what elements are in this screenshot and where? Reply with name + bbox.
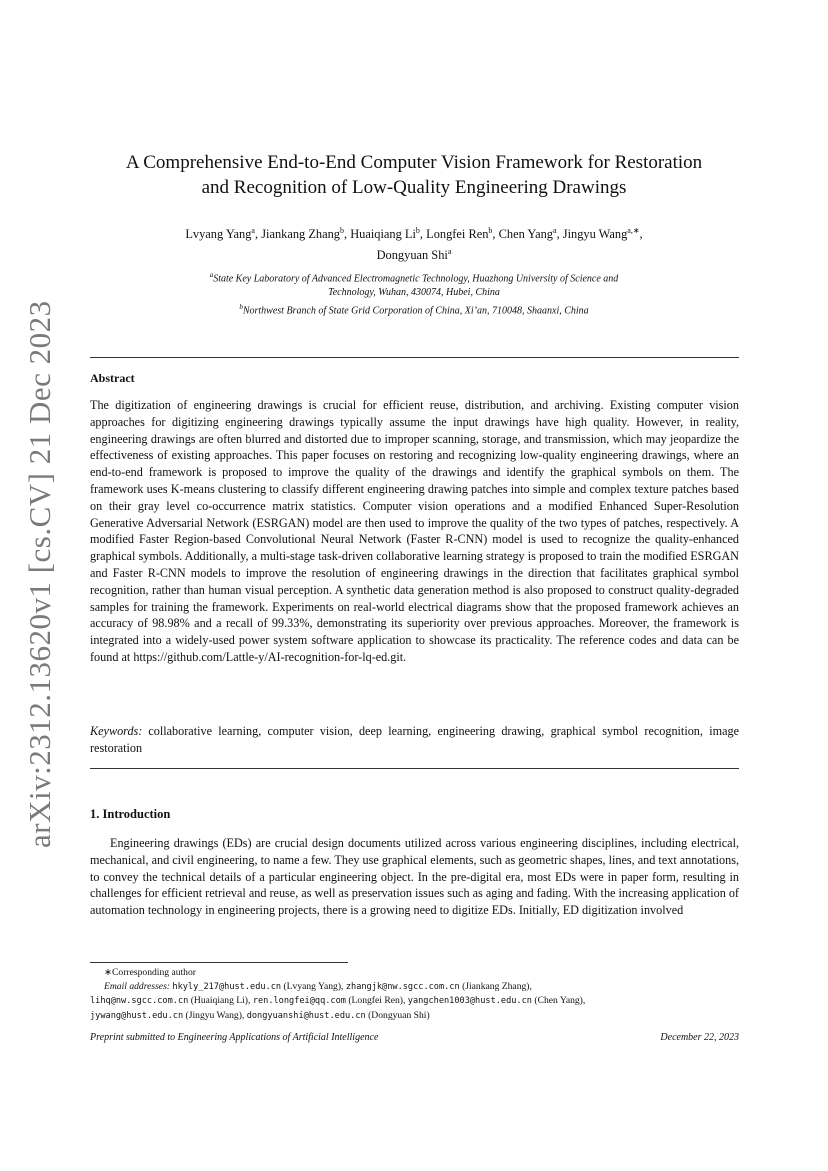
author-list: Lvyang Yang$^a$, Jiankang Zhang$^b$, Huaiqiang Li$^b$, Longfei Ren$^b$, Chen Yang$^a$, Jingyu Wang$^{a,∗}$, Dongyuan Shi$^a$ <box>185 226 643 263</box>
title-line-2: and Recognition of Low-Quality Engineering Drawings <box>201 177 627 198</box>
email-label: Email addresses: <box>104 980 170 992</box>
affiliation-a <box>90 268 738 286</box>
footnote-corresponding-author: ∗Corresponding author <box>104 967 196 978</box>
author-affil-mark: a <box>553 226 557 235</box>
email-owner: (Dongyuan Shi) <box>368 1009 430 1021</box>
footer-date: December 22, 2023 <box>660 1032 739 1043</box>
abstract-heading: Abstract <box>90 371 135 385</box>
author-affil-mark: b <box>339 226 344 235</box>
footnote-rule <box>90 962 348 963</box>
affiliation-b <box>90 300 738 318</box>
footer-preprint-note: Preprint submitted to Engineering Applications of Artificial Intelligence <box>90 1032 379 1043</box>
email-owner: (Longfei Ren), <box>348 995 406 1007</box>
footnote-emails-line-1 <box>90 980 739 995</box>
author-affil-mark: b <box>415 226 420 235</box>
introduction-text: Engineering drawings (EDs) are crucial design documents utilized across various engineering disciplines, including electrical, mechanical, and civil engineering, to name a few. They use graphical elements, such as geometric shapes, lines, and text annotations, to convey the technical details of a particular engineering object. In the pre-digital era, most EDs were in paper form, resulting in challenges for efficient retrieval and reuse, as well as preservation issues such as aging and fading. With the increasing application of automation technology in engineering projects, there is a growing need to digitize EDs. Initially, ED digitization involved <box>90 836 739 918</box>
affil-mark: b <box>239 303 243 312</box>
author-name: Jingyu Wang <box>562 227 628 242</box>
author-affil-mark: a <box>447 247 452 257</box>
email-owner: (Jingyu Wang), <box>185 1009 245 1021</box>
email-owner: (Lvyang Yang), <box>283 980 344 992</box>
email-address[interactable]: lihq@nw.sgcc.com.cn <box>90 996 189 1007</box>
author-name: Longfei Ren <box>426 227 489 242</box>
arxiv-identifier-stamp: arXiv:2312.13620v1 [cs.CV] 21 Dec 2023 <box>22 300 57 848</box>
email-owner: (Huaiqiang Li), <box>190 995 251 1007</box>
affiliation-a-cont: Technology, Wuhan, 430074, Hubei, China <box>328 287 500 299</box>
abstract-top-rule <box>90 357 739 358</box>
abstract-text: The digitization of engineering drawings is crucial for efficient reuse, distribution, and archiving. Existing computer vision approaches for digitizing engineering drawings typically assume the input drawings have high quality. However, in reality, engineering drawings are often blurred and distorted due to improper scanning, storage, and transmission, which may jeopardize the effectiveness of existing approaches. This paper focuses on restoring and recognizing low-quality engineering drawings, where an end-to-end framework is proposed to improve the quality of the drawings and identify the graphical symbols on them. The framework uses K-means clustering to classify different engineering drawing patches into simple and complex texture patches based on their gray level co-occurrence matrix statistics. Computer vision operations and a modified Enhanced Super-Resolution Generative Adversarial Network (ESRGAN) model are then used to improve the quality of the two types of patches, respectively. A modified Faster Region-based Convolutional Neural Network (Faster R-CNN) model is used to recognize the quality-enhanced graphical symbols. Additionally, a multi-stage task-driven collaborative learning strategy is proposed to train the modified ESRGAN and Faster R-CNN models to improve the resolution of engineering drawings in the direction that facilitates graphical symbol recognition, rather than human visual perception. A synthetic data generation method is also proposed to construct quality-degraded samples for training the framework. Experiments on real-world electrical diagrams show that the proposed framework achieves an accuracy of 98.98% and a recall of 99.33%, demonstrating its superiority over previous approaches. Moreover, the framework is integrated into a widely-used power system software application to showcase its practicality. The reference codes and data can be found at https://github.com/Lattle-y/AI-recognition-for-lq-ed.git. <box>90 398 739 664</box>
title-line-1: A Comprehensive End-to-End Computer Vision Framework for Restoration <box>125 152 703 173</box>
affil-mark: a <box>209 271 214 279</box>
footnote-emails-line-3 <box>90 1009 739 1024</box>
paper-title <box>60 150 768 200</box>
email-address[interactable]: dongyuanshi@hust.edu.cn <box>246 1010 366 1021</box>
email-address[interactable]: jywang@hust.edu.cn <box>90 1010 184 1021</box>
author-name: Chen Yang <box>498 227 553 242</box>
author-affil-mark: a,∗ <box>627 226 640 235</box>
email-address[interactable]: yangchen1003@hust.edu.cn <box>407 996 532 1007</box>
affil-line: Northwest Branch of State Grid Corporation of China, Xi’an, 710048, Shaanxi, China <box>242 305 589 317</box>
author-affil-mark: a <box>251 226 255 235</box>
email-owner: (Chen Yang), <box>534 995 586 1007</box>
author-affil-mark: b <box>488 226 493 235</box>
keywords-text: collaborative learning, computer vision, deep learning, engineering drawing, graphical symbol recognition, image restoration <box>90 724 739 755</box>
email-address[interactable]: ren.longfei@qq.com <box>252 996 346 1007</box>
author-name: Lvyang Yang <box>185 227 252 242</box>
footnotes <box>90 966 739 1023</box>
affil-line: State Key Laboratory of Advanced Electromagnetic Technology, Huazhong University of Science and <box>213 273 619 285</box>
section-heading-introduction: 1. Introduction <box>90 807 171 821</box>
author-name: Dongyuan Shi <box>376 248 448 263</box>
author-name: Huaiqiang Li <box>350 227 416 242</box>
abstract-bottom-rule <box>90 768 739 769</box>
page-footer <box>90 1032 739 1043</box>
keywords-label: Keywords: <box>90 724 143 738</box>
email-address[interactable]: hkyly_217@hust.edu.cn <box>172 981 282 992</box>
footnote-emails-line-2 <box>90 994 739 1009</box>
affiliations <box>90 268 738 319</box>
email-owner: (Jiankang Zhang), <box>462 980 532 992</box>
keywords <box>90 723 739 757</box>
author-name: Jiankang Zhang <box>261 227 340 242</box>
email-address[interactable]: zhangjk@nw.sgcc.com.cn <box>345 981 460 992</box>
